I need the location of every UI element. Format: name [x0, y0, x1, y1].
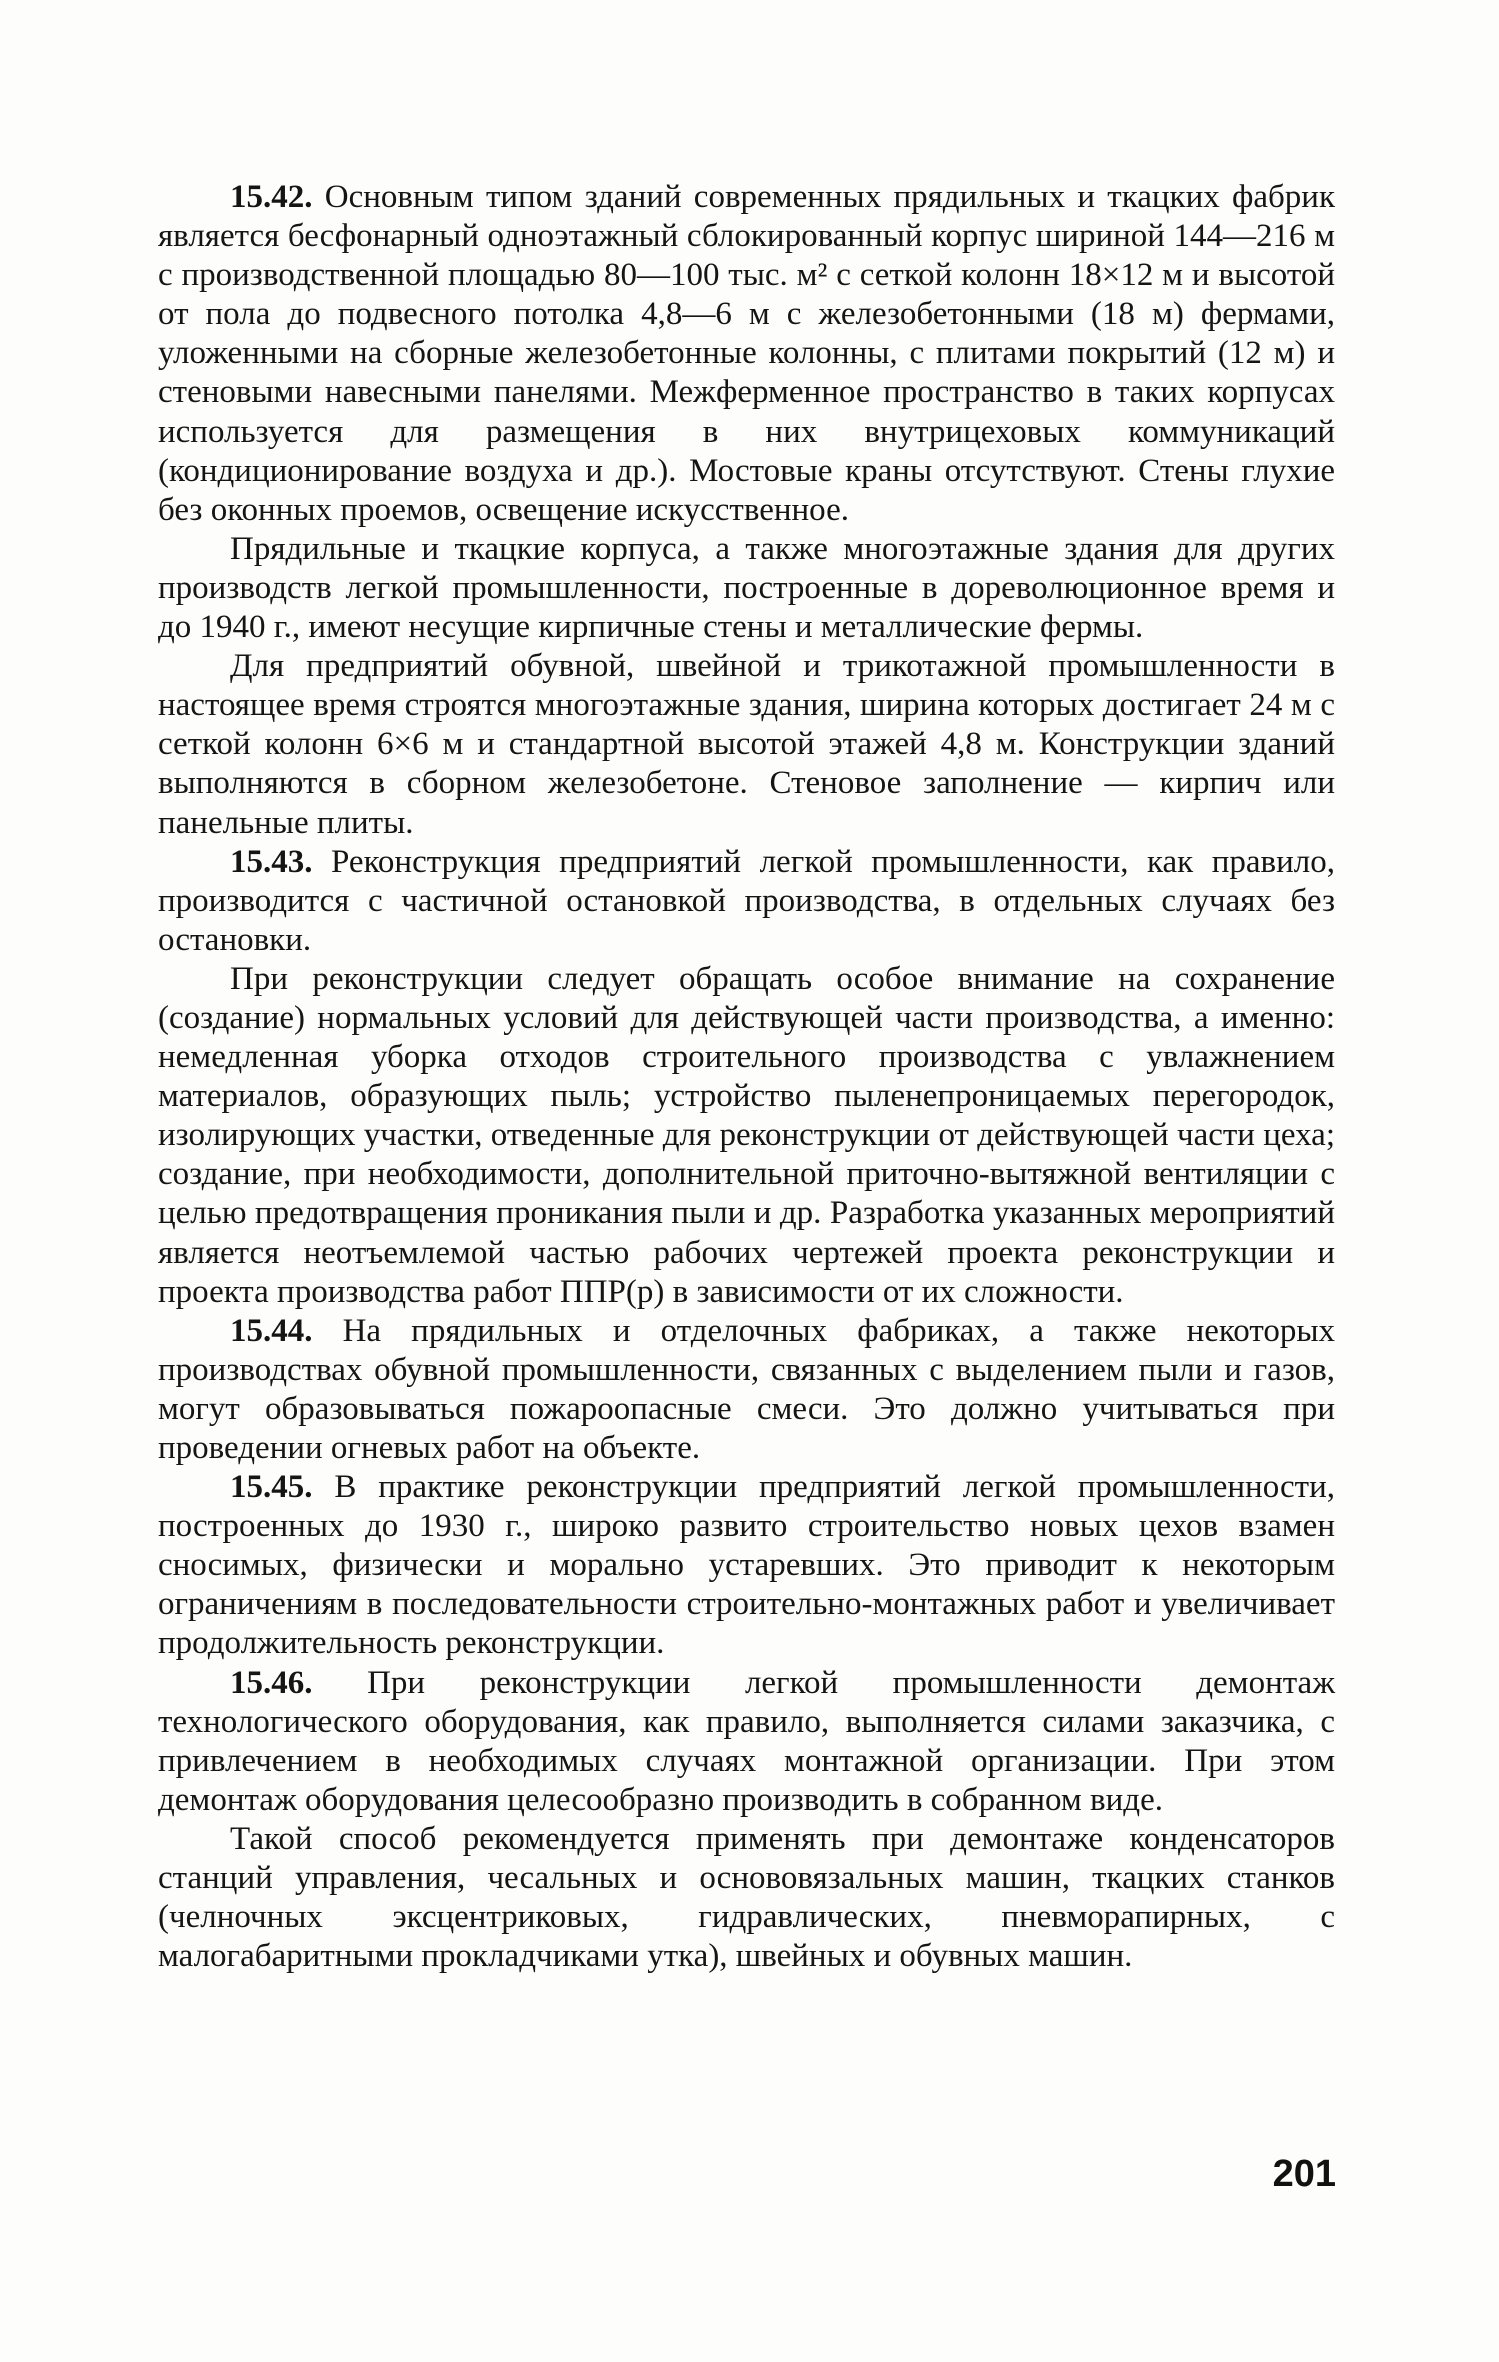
paragraph-15-45	[158, 1468, 1335, 1663]
section-number: 15.43.	[230, 843, 313, 880]
paragraph-text: На прядильных и отделочных фабриках, а также некоторых производствах обувной промышленности, связанных с выделением пыли и газов, могут образовываться пожароопасные смеси. Это должно учитываться при проведении огневых работ на объекте.	[158, 1312, 1335, 1466]
section-number: 15.42.	[230, 179, 313, 215]
paragraph-text: Для предприятий обувной, швейной и трикотажной промышленности в настоящее время строятся многоэтажные здания, ширина которых достигает 24 м с сеткой колонн 6×6 м и стандартной высотой этажей 4,8 м. Конструкции зданий выполняются в сборном железобетоне. Стеновое заполнение — кирпич или панельные плиты.	[158, 648, 1335, 841]
paragraph-text: Такой способ рекомендуется применять при демонтаже конденсаторов станций управления, чесальных и основовязальных машин, ткацких станков (челночных эксцентриковых, гидравлических, пневморапирных, с малогабаритными прокладчиками утка), швейных и обувных машин.	[158, 1820, 1335, 1975]
paragraph-multistorey	[158, 647, 1335, 842]
paragraph-15-46	[158, 1664, 1335, 1820]
section-number: 15.46.	[230, 1664, 313, 1701]
paragraph-text: Прядильные и ткацкие корпуса, а также многоэтажные здания для других производств легкой промышленности, построенные в дореволюционное время и до 1940 г., имеют несущие кирпичные стены и металлические фермы.	[158, 530, 1335, 646]
paragraph-text: При реконструкции легкой промышленности демонтаж технологического оборудования, как правило, выполняется силами заказчика, с привлечением в необходимых случаях монтажной организации. При этом демонтаж оборудования целесообразно производить в собранном виде.	[158, 1664, 1335, 1818]
page-number: 201	[1272, 2153, 1336, 2195]
paragraph-15-44	[158, 1312, 1335, 1468]
paragraph-15-43	[158, 843, 1335, 960]
paragraph-text: При реконструкции следует обращать особое внимание на сохранение (создание) нормальных условий для действующей части производства, а именно: немедленная уборка отходов строительного производства с увлажнением материалов, образующих пыль; устройство пыленепроницаемых перегородок, изолирующих участки, отведенные для реконструкции от действующей части цеха; создание, при необходимости, дополнительной приточно-вытяжной вентиляции с целью предотвращения проникания пыли и др. Разработка указанных мероприятий является неотъемлемой частью рабочих чертежей проекта реконструкции и проекта производства работ ППР(р) в зависимости от их сложности.	[158, 960, 1335, 1310]
paragraph-reconstruction-conditions	[158, 960, 1335, 1312]
paragraph-text: Основным типом зданий современных прядильных и ткацких фабрик является бесфонарный одноэтажный сблокированный корпус шириной 144—216 м с производственной площадью 80—100 тыс. м² с сеткой колонн 18×12 м и высотой от пола до подвесного потолка 4,8—6 м с железобетонными (18 м) фермами, уложенными на сборные железобетонные колонны, с плитами покрытий (12 м) и стеновыми навесными панелями. Межферменное пространство в таких корпусах используется для размещения в них внутрицеховых коммуникаций (кондиционирование воздуха и др.). Мостовые краны отсутствуют. Стены глухие без оконных проемов, освещение искусственное.	[158, 179, 1335, 528]
section-number: 15.44.	[230, 1312, 313, 1349]
paragraph-dismantling-method	[158, 1820, 1335, 1976]
section-number: 15.45.	[230, 1469, 313, 1506]
paragraph-15-42	[158, 178, 1335, 530]
paragraph-text: В практике реконструкции предприятий легкой промышленности, построенных до 1930 г., широко развито строительство новых цехов взамен сносимых, физически и морально устаревших. Это приводит к некоторым ограничениям в последовательности строительно-монтажных работ и увеличивает продолжительность реконструкции.	[158, 1469, 1335, 1662]
paragraph-text: Реконструкция предприятий легкой промышленности, как правило, производится с частичной остановкой производства, в отдельных случаях без остановки.	[158, 843, 1335, 958]
paragraph-buildings-prerevolution	[158, 530, 1335, 647]
body-text	[158, 178, 1335, 1976]
